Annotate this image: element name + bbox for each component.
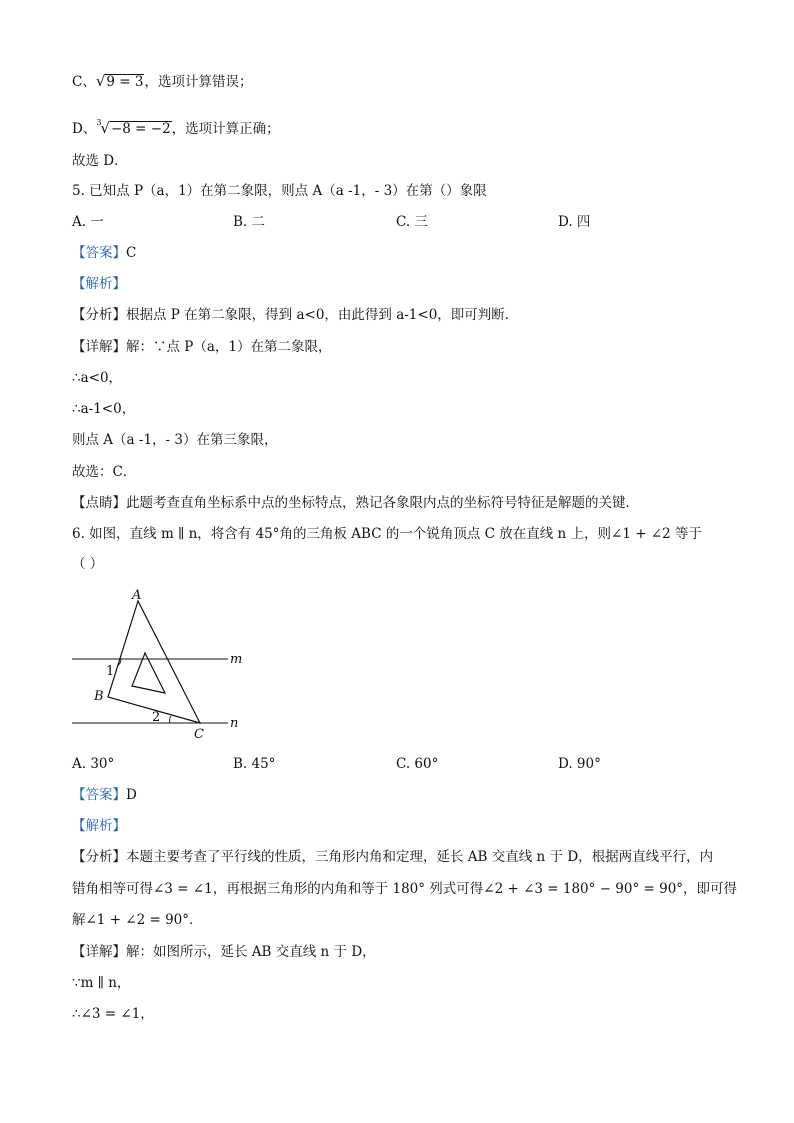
- answer-tag: 【答案】: [72, 245, 126, 261]
- q6-option-b: B. 45°: [233, 756, 276, 772]
- q5-analysis: 根据点 P 在第二象限，得到 a<0，由此得到 a-1<0，即可判断．: [126, 307, 519, 323]
- q6-option-a: A. 30°: [72, 756, 115, 772]
- q6-option-c: C. 60°: [396, 756, 439, 772]
- q5-detail-line: [72, 338, 332, 356]
- option-d-suffix: ，选项计算正确；: [171, 121, 280, 137]
- q5-step2: ∴a-1<0，: [72, 401, 136, 417]
- sqrt-sign: √: [95, 72, 106, 90]
- q6-jiexi-tag: [72, 817, 126, 835]
- q6-detail: 解：如图所示，延长 AB 交直线 n 于 D，: [126, 944, 376, 960]
- q5-comment: 此题考查直角坐标系中点的坐标特点，熟记各象限内点的坐标符号特征是解题的关键．: [126, 495, 639, 511]
- q4-option-d-line: [72, 114, 280, 138]
- q6-step1: ∵m ∥ n，: [72, 975, 131, 991]
- cuberoot-expression: −8 = −2: [110, 121, 171, 137]
- xiangjie-tag: 【详解】: [72, 339, 126, 355]
- q4-choose: 故选 D．: [72, 153, 128, 169]
- q5-option-d: D. 四: [558, 214, 591, 230]
- root-index: 3: [96, 118, 102, 127]
- xiangjie-tag: 【详解】: [72, 944, 126, 960]
- angle-2-arc: [170, 716, 171, 723]
- q6-question: 6. 如图，直线 m ∥ n，将含有 45°角的三角板 ABC 的一个锐角顶点 C 放在直线 n 上，则∠1 + ∠2 等于: [72, 526, 703, 542]
- q6-analysis-line-3: 解∠1 + ∠2 = 90°．: [72, 912, 203, 928]
- label-angle-1: 1: [106, 664, 115, 679]
- q5-options: [72, 213, 732, 231]
- q6-answer: D: [126, 787, 137, 803]
- q4-option-c-line: [72, 72, 252, 91]
- sqrt-expression: 9 = 3: [106, 74, 144, 90]
- q5-jiexi-tag: [72, 275, 126, 293]
- q5-option-a: A. 一: [72, 214, 104, 230]
- q5-detail: 解：∵点 P（a，1）在第二象限，: [126, 339, 332, 355]
- option-d-prefix: D、: [72, 121, 97, 137]
- jiexi-tag: 【解析】: [72, 818, 126, 834]
- q5-step3: 则点 A（a -1，- 3）在第三象限，: [72, 432, 278, 448]
- q5-analysis-line: [72, 306, 518, 324]
- q5-answer: C: [126, 245, 137, 261]
- q6-paren: （ ）: [72, 556, 104, 572]
- fenxi-tag: 【分析】: [72, 307, 126, 323]
- q5-answer-line: [72, 244, 136, 262]
- outer-triangle: [108, 601, 200, 723]
- q5-option-c: C. 三: [396, 214, 428, 230]
- jiexi-tag: 【解析】: [72, 276, 126, 292]
- q6-answer-line: [72, 786, 137, 804]
- q6-option-d: D. 90°: [558, 756, 601, 772]
- triangle-figure: [70, 585, 270, 745]
- option-c-suffix: ，选项计算错误；: [144, 74, 253, 90]
- label-c: C: [194, 727, 204, 742]
- q6-analysis-1: 本题主要考查了平行线的性质，三角形内角和定理，延长 AB 交直线 n 于 D，根据两直线平行，内: [126, 849, 714, 865]
- label-a: A: [132, 588, 142, 603]
- q5-step1: ∴a<0，: [72, 370, 123, 386]
- answer-tag: 【答案】: [72, 787, 126, 803]
- q5-option-b: B. 二: [233, 214, 266, 230]
- q5-comment-line: [72, 494, 639, 512]
- q6-step2: ∴∠3 = ∠1，: [72, 1006, 154, 1022]
- dianjing-tag: 【点睛】: [72, 495, 126, 511]
- q6-options: [72, 755, 732, 773]
- q6-analysis-line-2: 错角相等可得∠3 = ∠1，再根据三角形的内角和等于 180° 列式可得∠2 + ∠3 = 180° − 90° = 90°，即可得: [72, 881, 738, 897]
- q6-analysis-line-1: [72, 848, 713, 866]
- label-n: n: [230, 716, 239, 731]
- fenxi-tag: 【分析】: [72, 849, 126, 865]
- q5-choose: 故选：C．: [72, 464, 137, 480]
- label-m: m: [230, 652, 243, 667]
- label-angle-2: 2: [152, 710, 161, 725]
- q6-detail-line: [72, 943, 376, 961]
- q5-question: 5. 已知点 P（a，1）在第二象限，则点 A（a -1，- 3）在第（）象限: [72, 183, 487, 199]
- option-c-prefix: C、: [72, 74, 96, 90]
- cuberoot-sign: √: [100, 119, 110, 137]
- label-b: B: [94, 689, 104, 704]
